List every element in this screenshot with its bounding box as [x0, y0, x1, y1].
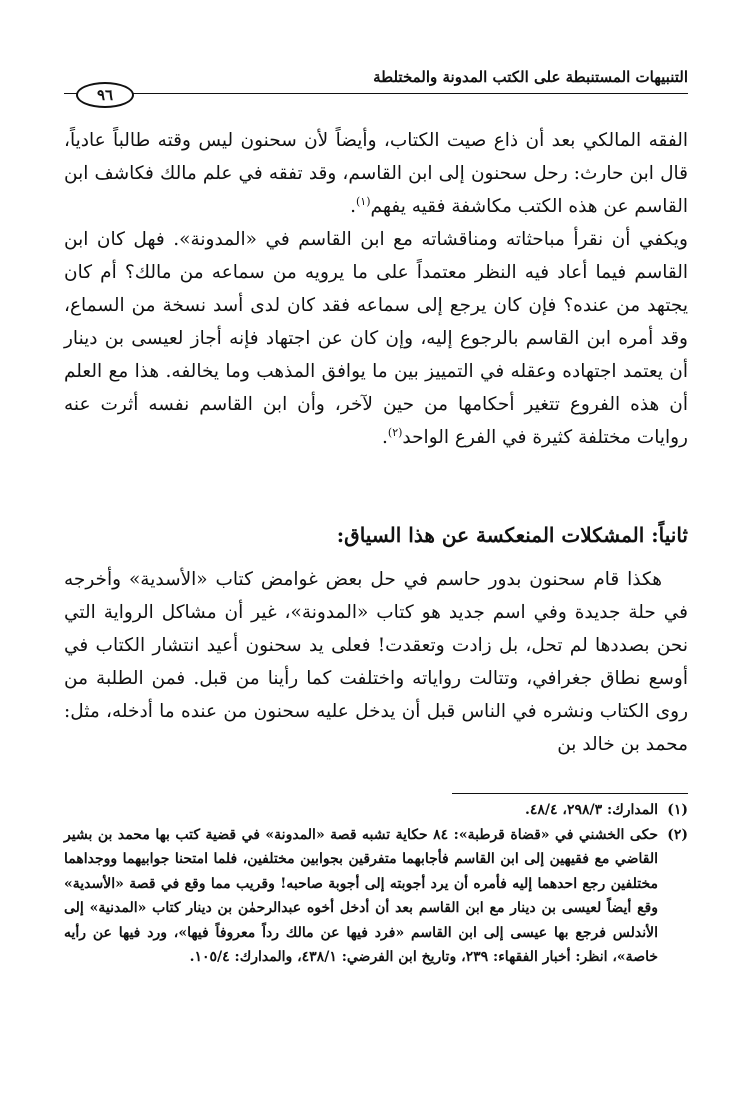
paragraph-2-end: .	[382, 427, 388, 448]
footnote-marker: (٢)	[667, 826, 688, 843]
footnote-text: حكى الخشني في «قضاة قرطبة»: ٨٤ حكاية تشبه قصة «المدونة» في قضية كتب بها محمد بن بشير القاضي مع فقيهين إلى ابن القاسم فأجابهما متفرقين بجوابين مختلفين، فلما امتحنا جوابيهما ووجداهما مختلفين رجع احدهما إليه فأمره أن يرد أجوبته إلى أجوبة صاحبه! وقريب مما وقع في قصة «الأسدية» وقع أيضاً لعيسى بن دينار مع ابن القاسم بعد أن أدخل أخوه عبدالرحمٰن بن دينار كتاب «المدنية» إلى الأندلس فرجع بها عيسى إلى ابن القاسم «فرد فيها عن مالك رداً معروفاً فيها»، ورد فيها عن رأيه خاصة»، انظر: أخبار الفقهاء: ٢٣٩، وتاريخ ابن الفرضي: ٤٣٨/١، والمدارك: ١٠٥/٤.	[64, 826, 658, 965]
paragraph-2	[64, 223, 688, 454]
footnote	[64, 798, 688, 823]
footnote-ref-1: (١)	[356, 194, 371, 208]
footnote-ref-2: (٢)	[387, 425, 403, 439]
header-rule	[64, 93, 688, 94]
section-heading: ثانياً: المشكلات المنعكسة عن هذا السياق:	[336, 523, 688, 547]
page-header	[64, 60, 688, 112]
footnotes	[64, 798, 688, 970]
body-text-bottom	[64, 563, 688, 761]
running-title: التنبيهات المستنبطة على الكتب المدونة والمختلطة	[373, 68, 688, 86]
page-number: ٩٦	[76, 82, 134, 108]
footnote-marker: (١)	[667, 802, 688, 818]
body-text-top	[64, 124, 688, 454]
paragraph-1-text: الفقه المالكي بعد أن ذاع صيت الكتاب، وأيضاً لأن سحنون ليس وقته طالباً عادياً، قال ابن حارث: رحل سحنون إلى ابن القاسم، وقد تفقه في علم مالك فكاشف ابن القاسم عن هذه الكتب مكاشفة فقيه يفهم	[64, 130, 688, 217]
footnote-text: المدارك: ٢٩٨/٣، ٤٨/٤.	[525, 802, 658, 818]
paragraph-1	[64, 124, 688, 223]
paragraph-1-end: .	[350, 196, 356, 217]
footnote-separator	[452, 793, 688, 794]
paragraph-2-text: ويكفي أن نقرأ مباحثاته ومناقشاته مع ابن القاسم في «المدونة». فهل كان ابن القاسم فيما أعاد فيه النظر معتمداً على ما يرويه من سماعه من مالك؟ أم كان يجتهد من عنده؟ فإن كان يرجع إلى سماعه فقد كان لدى أسد نسخة من السماع، وقد أمره ابن القاسم بالرجوع إليه، وإن كان عن اجتهاد فإنه أجاز لعيسى بن دينار أن يعتمد اجتهاده وعقله في التمييز بين ما يوافق المذهب وما يخالفه. هذا مع العلم أن هذه الفروع تتغير أحكامها من حين لآخر، وأن ابن القاسم نفسه أثرت عنه روايات مختلفة كثيرة في الفرع الواحد	[64, 229, 688, 448]
paragraph-3: هكذا قام سحنون بدور حاسم في حل بعض غوامض كتاب «الأسدية» وأخرجه في حلة جديدة وفي اسم جديد هو كتاب «المدونة»، غير أن مشاكل الرواية التي نحن بصددها لم تحل، بل زادت وتعقدت! فعلى يد سحنون أعيد انتشار الكتاب في أوسع نطاق جغرافي، وتتالت رواياته واختلفت كما رأينا من قبل. فمن الطلبة من روى الكتاب ونشره في الناس قبل أن يدخل عليه سحنون من عنده ما أدخله، مثل: محمد بن خالد بن	[64, 569, 688, 755]
footnote	[64, 823, 688, 970]
